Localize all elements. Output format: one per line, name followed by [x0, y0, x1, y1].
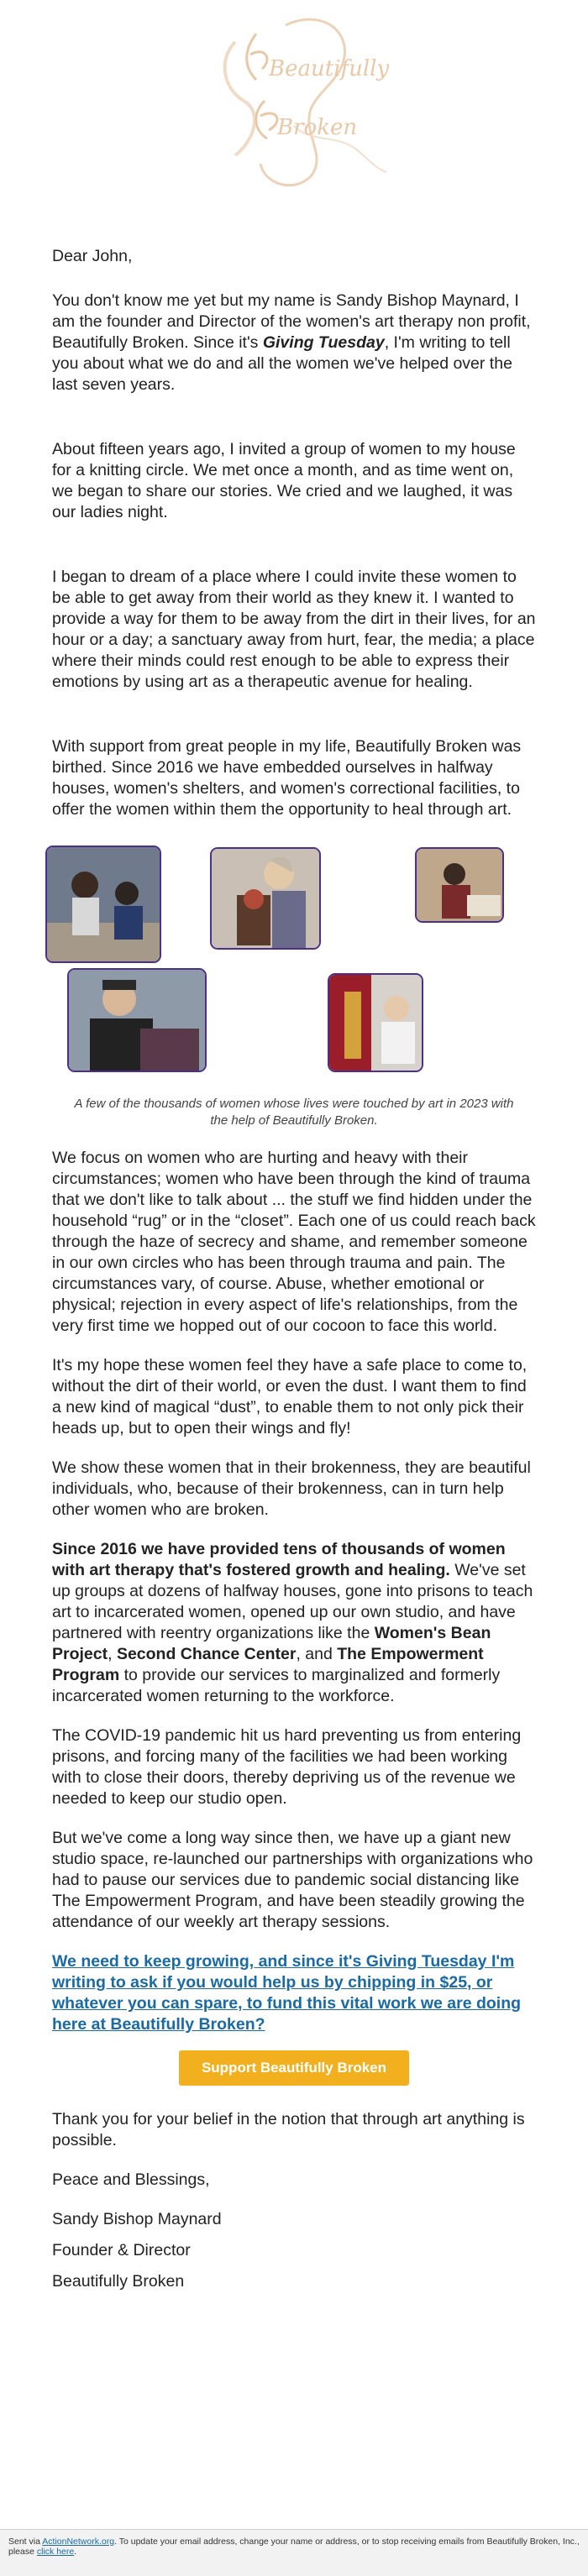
- logo-line2: Broken: [277, 115, 358, 140]
- paragraph-hope: It's my hope these women feel they have a safe place to come to, without the dirt of their world, or even the dust. I want them to find a new kind of magical “dust”, to enable them to not only pick their heads up, but to open their wings and fly!: [52, 1356, 528, 1437]
- signature-title: Founder & Director: [52, 2241, 191, 2259]
- paragraph-brokenness: We show these women that in their brokenness, they are beautiful individuals, who, because of their brokenness, can in turn help other women who are broken.: [52, 1458, 531, 1519]
- paragraph-impact: [52, 1539, 536, 1707]
- logo-header: [0, 0, 588, 223]
- paragraph-growth: But we've come a long way since then, we have up a giant new studio space, re-launched our partnerships with organizations who had to pause our services due to pandemic social distancing like The Empowerment Program, and have been steadily growing the attendance of our weekly art therapy sessions.: [52, 1829, 533, 1931]
- org-womens-bean-project: Women's Bean Project: [52, 1624, 491, 1663]
- photo-woman-painting: [415, 847, 504, 923]
- photo-man-artwork: [67, 968, 207, 1072]
- photo-collage: [45, 846, 543, 1089]
- email-footer: [0, 2529, 588, 2576]
- footer-sent-via: Sent via: [8, 2537, 43, 2547]
- signature-name: Sandy Bishop Maynard: [52, 2210, 222, 2228]
- impact-text-a: We've set up groups at dozens of halfway houses, gone into prisons to teach art to incarcerated women, opened up our own studio, and have partnered with reentry organizations like the: [52, 1561, 533, 1642]
- photo-women-crafting: [45, 846, 161, 963]
- paragraph-dream: I began to dream of a place where I could invite these women to be able to get away from their world as they knew it. I wanted to provide a way for them to be away from the dirt in their lives, for an hour or a day; a sanctuary away from hurt, fear, the media; a place where their minds could rest enough to be able to express their emotions by using art as a therapeutic avenue for healing.: [52, 568, 536, 691]
- logo-line1: Beautifully: [269, 56, 390, 81]
- paragraph-intro: [52, 291, 536, 395]
- paragraph-history: About fifteen years ago, I invited a group of women to my house for a knitting circle. We met once a month, and as time went on, we began to share our stories. We cried and we laughed, it was our ladies night.: [52, 440, 516, 521]
- footer-end: .: [74, 2547, 77, 2557]
- impact-separator: ,: [108, 1645, 117, 1663]
- paragraph-founding: With support from great people in my life, Beautifully Broken was birthed. Since 2016 we have embedded ourselves in halfway houses, women's shelters, and women's correctional facilities, to offer the women within them the opportunity to heal through art.: [52, 737, 522, 819]
- giving-tuesday-emphasis: Giving Tuesday: [262, 333, 385, 352]
- paragraph-thanks: Thank you for your belief in the notion that through art anything is possible.: [52, 2110, 525, 2149]
- footer-text: . To update your email address, change your name or address, or to stop receiving emails from Beautifully Broken, Inc., please: [8, 2537, 580, 2557]
- org-second-chance-center: Second Chance Center: [116, 1645, 297, 1663]
- intro-text-b: , I'm writing to tell you about what we do and all the women we've helped over the last seven years.: [52, 333, 512, 394]
- photo-caption: A few of the thousands of women whose lives were touched by art in 2023 with the help of Beautifully Broken.: [74, 1097, 514, 1128]
- paragraph-cta: [52, 1951, 536, 2035]
- closing: Peace and Blessings,: [52, 2170, 210, 2189]
- photo-girl-painting: [328, 973, 423, 1072]
- impact-and: , and: [296, 1645, 338, 1663]
- button-wrap: [52, 2050, 536, 2086]
- beautifully-broken-logo: [185, 8, 403, 202]
- paragraph-focus: We focus on women who are hurting and heavy with their circumstances; women who have been through the kind of trauma that we don't like to talk about ... the stuff we find hidden under the household “rug” or in the “closet”. Each one of us could reach back through the haze of secrecy and shame, and remember someone in our own circles who has been through trauma and pain. The circumstances vary, of course. Abuse, whether emotional or physical; rejection in every aspect of life's relationships, from the very first time we hopped out of our cocoon to face this world.: [52, 1149, 536, 1335]
- photo-woman-sculpture: [210, 847, 321, 950]
- impact-text-b: to provide our services to marginalized and formerly incarcerated women returning to the workforce.: [52, 1666, 501, 1705]
- signature-org: Beautifully Broken: [52, 2272, 185, 2291]
- org-empowerment-program: The Empowerment Program: [52, 1645, 484, 1684]
- donate-link[interactable]: We need to keep growing, and since it's Giving Tuesday I'm writing to ask if you would help us by chipping in $25, or whatever you can spare, to fund this vital work we are doing here at Beautifully Broken?: [52, 1952, 522, 2034]
- unsubscribe-link[interactable]: click here: [36, 2547, 75, 2557]
- greeting: Dear John,: [52, 247, 133, 265]
- actionnetwork-link[interactable]: ActionNetwork.org: [42, 2537, 115, 2547]
- support-button[interactable]: Support Beautifully Broken: [179, 2050, 409, 2086]
- intro-text-a: You don't know me yet but my name is Sandy Bishop Maynard, I am the founder and Director of the women's art therapy non profit, Beautifully Broken. Since it's: [52, 291, 531, 352]
- paragraph-covid: The COVID-19 pandemic hit us hard preventing us from entering prisons, and forcing many of the facilities we had been working with to close their doors, thereby depriving us of the revenue we needed to keep our studio open.: [52, 1726, 522, 1808]
- letter-content: [0, 246, 588, 2292]
- impact-highlight: Since 2016 we have provided tens of thousands of women with art therapy that's fostered growth and healing.: [52, 1540, 506, 1579]
